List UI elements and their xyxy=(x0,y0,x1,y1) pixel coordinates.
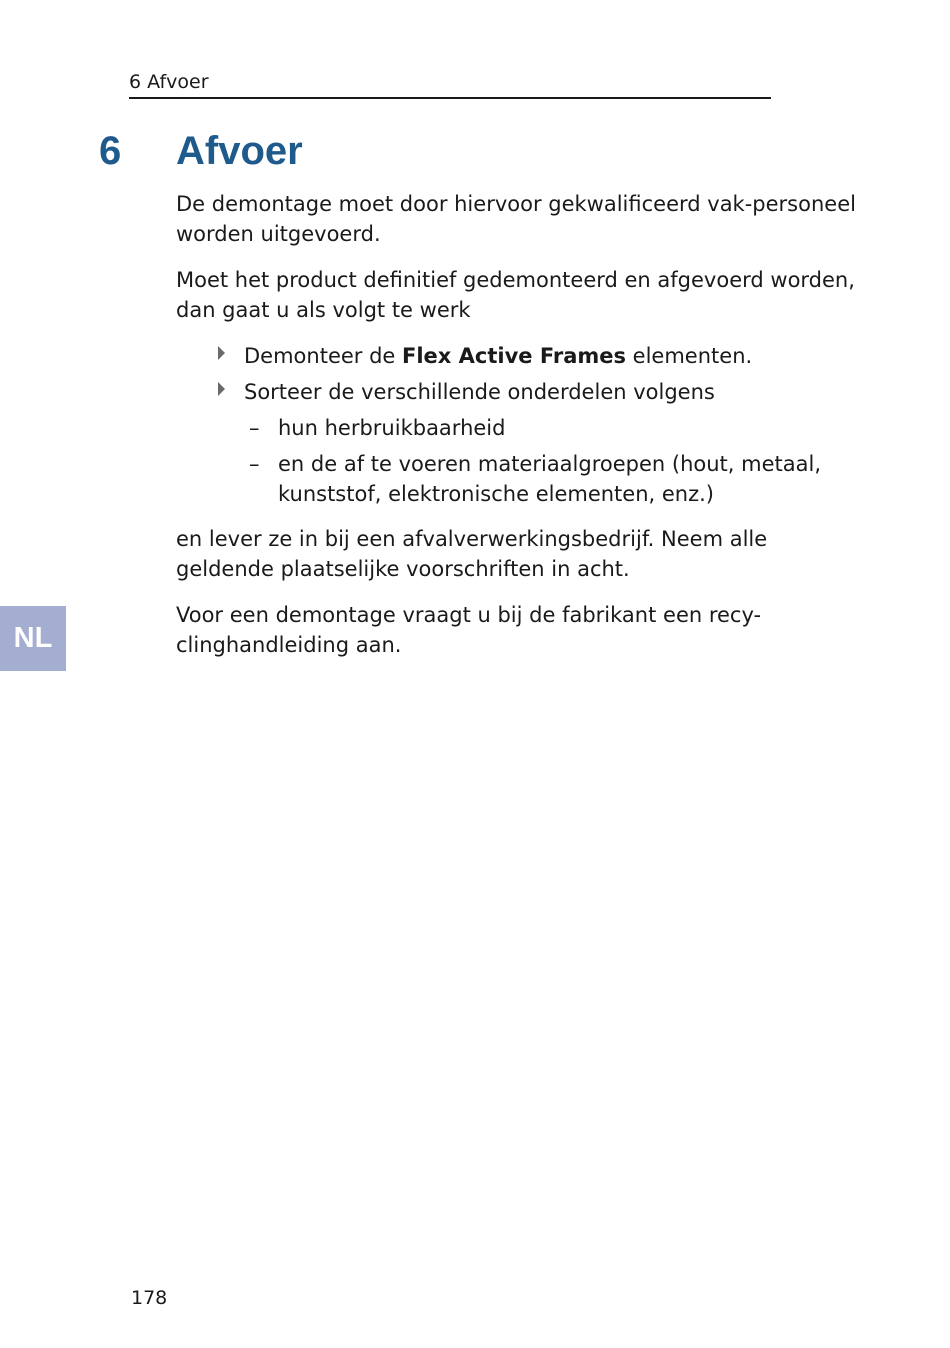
triangle-right-icon xyxy=(218,382,225,396)
paragraph-procedure-intro: Moet het product definitief gedemonteerd en afgevoerd worden, dan gaat u als volgt te werk xyxy=(176,268,855,322)
paragraph-waste-company: en lever ze in bij een afvalverwerkingsbedrijf. Neem alle geldende plaatselijke voorschriften in acht. xyxy=(176,527,768,581)
running-header-title: 6 Afvoer xyxy=(129,71,209,93)
step-text: Sorteer de verschillende onderdelen volgens xyxy=(244,380,715,404)
chapter-number: 6 xyxy=(99,129,122,173)
paragraph-recycling-manual: Voor een demontage vraagt u bij de fabrikant een recy-clinghandleiding aan. xyxy=(176,603,762,657)
page-number: 178 xyxy=(131,1287,168,1309)
product-name: Flex Active Frames xyxy=(402,344,626,368)
chapter-title: Afvoer xyxy=(176,129,303,173)
step-item-dismantle xyxy=(176,341,856,371)
chapter-content xyxy=(176,189,856,676)
sort-criteria-list xyxy=(244,413,856,509)
sort-criteria-item xyxy=(244,413,856,443)
running-header xyxy=(129,70,771,99)
paragraph-qualified-personnel: De demontage moet door hiervoor gekwalificeerd vak-personeel worden uitgevoerd. xyxy=(176,192,856,246)
sort-criteria-item xyxy=(244,449,856,509)
dash-marker: – xyxy=(249,452,260,476)
step-text-prefix: Demonteer de xyxy=(244,344,403,368)
language-tab: NL xyxy=(0,606,66,671)
sort-criteria-text: hun herbruikbaarheid xyxy=(278,416,506,440)
step-text-suffix: elementen. xyxy=(626,344,753,368)
step-item-sort xyxy=(176,377,856,509)
dash-marker: – xyxy=(249,416,260,440)
sort-criteria-text: en de af te voeren materiaalgroepen (hout, metaal, kunststof, elektronische elementen, enz.) xyxy=(278,452,821,506)
step-list xyxy=(176,341,856,509)
triangle-right-icon xyxy=(218,346,225,360)
